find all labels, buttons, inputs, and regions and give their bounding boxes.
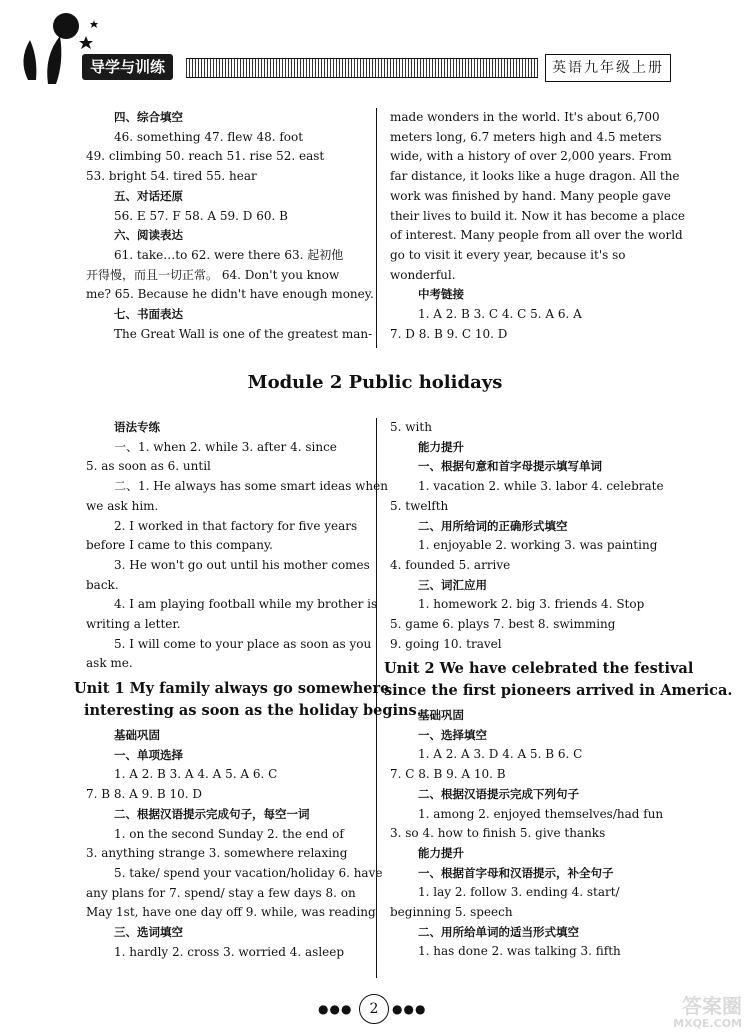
- section-heading: 语法专练: [114, 420, 160, 434]
- section-heading: 六、阅读表达: [114, 228, 183, 243]
- answer-line: meters long, 6.7 meters high and 4.5 meters: [390, 129, 662, 144]
- section-heading: 二、根据汉语提示完成下列句子: [418, 786, 579, 801]
- header-dotted-band: [186, 58, 538, 78]
- right-bottom-column: [390, 418, 662, 654]
- answer-line: back.: [86, 577, 119, 592]
- section-heading: 四、综合填空: [114, 110, 183, 124]
- answer-line: far distance, it looks like a huge dragon. All the: [390, 169, 680, 184]
- answer-line: of interest. Many people from all over the world: [390, 228, 683, 243]
- section-heading: 二、根据汉语提示完成句子，每空一词: [114, 806, 310, 821]
- left-unit1-column: [86, 726, 383, 962]
- answer-line: 1. hardly 2. cross 3. worried 4. asleep: [114, 944, 345, 959]
- answer-line: 5. as soon as 6. until: [86, 459, 211, 474]
- section-heading: 基础巩固: [114, 728, 160, 742]
- answer-line: 4. founded 5. arrive: [390, 557, 511, 572]
- section-heading: 一、根据句意和首字母提示填写单词: [418, 459, 602, 474]
- answer-line: 5. I will come to your place as soon as you: [114, 636, 372, 651]
- watermark-text: 答案圈: [682, 994, 742, 1018]
- answer-line: wonderful.: [390, 267, 456, 282]
- answer-line: The Great Wall is one of the greatest man-: [114, 326, 373, 341]
- answer-line: 3. so 4. how to finish 5. give thanks: [390, 826, 606, 841]
- answer-line: 1. has done 2. was talking 3. fifth: [418, 944, 621, 959]
- section-heading: 一、选择填空: [418, 727, 487, 742]
- section-heading: 基础巩固: [418, 708, 464, 722]
- header-book-label: 英语九年级上册: [545, 54, 671, 82]
- answer-line: before I came to this company.: [86, 538, 273, 553]
- answer-line: 7. B 8. A 9. B 10. D: [86, 787, 203, 802]
- right-unit2-column: [390, 706, 662, 962]
- unit1-title-block: [74, 678, 422, 722]
- column-divider: [376, 418, 377, 978]
- answer-line: 1. A 2. A 3. D 4. A 5. B 6. C: [418, 747, 583, 762]
- answer-line: 5. take/ spend your vacation/holiday 6. have: [114, 865, 383, 880]
- answer-line: 3. He won't go out until his mother comes: [114, 557, 370, 572]
- answer-line: May 1st, have one day off 9. while, was reading: [86, 905, 376, 920]
- answer-line: any plans for 7. spend/ stay a few days 8. on: [86, 885, 356, 900]
- answer-line: their lives to build it. Now it has become a place: [390, 208, 685, 223]
- answer-line: 1. A 2. B 3. C 4. C 5. A 6. A: [418, 307, 582, 322]
- answer-line: 4. I am playing football while my brother is: [114, 597, 378, 612]
- section-heading: 三、词汇应用: [418, 577, 487, 592]
- watermark-url: MXQE.COM: [673, 1017, 742, 1030]
- module-title: Module 2 Public holidays: [247, 372, 503, 393]
- watermark-logo: [592, 990, 742, 1030]
- answer-line: 1. lay 2. follow 3. ending 4. start/: [418, 885, 620, 900]
- answer-line: we ask him.: [86, 498, 159, 513]
- answer-line: 5. with: [390, 420, 432, 434]
- section-heading: 七、书面表达: [114, 307, 183, 322]
- section-heading: 一、单项选择: [114, 747, 183, 762]
- section-heading: 能力提升: [418, 845, 464, 860]
- answer-line: 61. take…to 62. were there 63. 起初他: [114, 247, 344, 262]
- section-heading: 能力提升: [418, 439, 464, 454]
- page-footer: [0, 990, 750, 1030]
- answer-line: 1. on the second Sunday 2. the end of: [114, 826, 344, 841]
- answer-line: go to visit it every year, because it's so: [390, 247, 626, 262]
- footer-dots-left: ●●●: [318, 1002, 353, 1016]
- answer-line: 3. anything strange 3. somewhere relaxing: [86, 846, 348, 861]
- section-heading: 二、用所给单词的适当形式填空: [418, 924, 579, 939]
- answer-line: 1. A 2. B 3. A 4. A 5. A 6. C: [114, 767, 278, 782]
- answer-line: 49. climbing 50. reach 51. rise 52. east: [86, 149, 325, 164]
- unit-title: Unit 2 We have celebrated the festival: [384, 660, 694, 677]
- answer-line: 56. E 57. F 58. A 59. D 60. B: [114, 208, 288, 223]
- unit-title: interesting as soon as the holiday begins.: [84, 702, 422, 719]
- answer-line: 53. bright 54. tired 55. hear: [86, 169, 257, 184]
- answer-line: 7. C 8. B 9. A 10. B: [390, 767, 506, 782]
- left-bottom-column: [86, 418, 388, 674]
- section-heading: 中考链接: [418, 287, 464, 302]
- answer-line: me? 65. Because he didn't have enough money.: [86, 287, 374, 302]
- answer-line: beginning 5. speech: [390, 905, 513, 920]
- unit2-title-block: [384, 658, 733, 702]
- left-top-column: [86, 108, 374, 344]
- unit-title: Unit 1 My family always go somewhere: [74, 680, 390, 697]
- page-number: 2: [359, 994, 389, 1024]
- column-divider: [376, 108, 377, 348]
- answer-line: 9. going 10. travel: [390, 636, 502, 651]
- section-heading: 五、对话还原: [114, 188, 183, 203]
- answer-line: 46. something 47. flew 48. foot: [114, 129, 304, 144]
- section-heading: 三、选词填空: [114, 925, 183, 940]
- answer-line: 5. twelfth: [390, 498, 449, 513]
- footer-dots-right: ●●●: [392, 1002, 427, 1016]
- answer-line: 1. homework 2. big 3. friends 4. Stop: [418, 597, 645, 612]
- answer-line: made wonders in the world. It's about 6,700: [390, 110, 660, 124]
- answer-line: 2. I worked in that factory for five years: [114, 518, 358, 533]
- answer-line: 5. game 6. plays 7. best 8. swimming: [390, 617, 616, 632]
- right-top-column: [390, 108, 685, 344]
- answer-line: 1. among 2. enjoyed themselves/had fun: [418, 806, 664, 821]
- header-title: 导学与训练: [82, 54, 173, 80]
- answer-line: writing a letter.: [86, 617, 181, 632]
- answer-line: 一、1. when 2. while 3. after 4. since: [114, 439, 337, 454]
- answer-line: work was finished by hand. Many people gave: [390, 188, 671, 203]
- answer-line: 1. enjoyable 2. working 3. was painting: [418, 538, 658, 553]
- answer-line: 1. vacation 2. while 3. labor 4. celebrate: [418, 479, 664, 494]
- answer-line: ask me.: [86, 656, 133, 671]
- page-header: [0, 0, 750, 100]
- answer-line: 二、1. He always has some smart ideas when: [114, 479, 388, 494]
- section-heading: 一、根据首字母和汉语提示，补全句子: [418, 865, 614, 880]
- answer-line: 7. D 8. B 9. C 10. D: [390, 326, 508, 341]
- answer-line: 开得慢，而且一切正常。 64. Don't you know: [86, 267, 340, 282]
- section-heading: 二、用所给词的正确形式填空: [418, 518, 568, 533]
- answer-line: wide, with a history of over 2,000 years. From: [390, 149, 672, 164]
- unit-title: since the first pioneers arrived in America.: [384, 682, 733, 699]
